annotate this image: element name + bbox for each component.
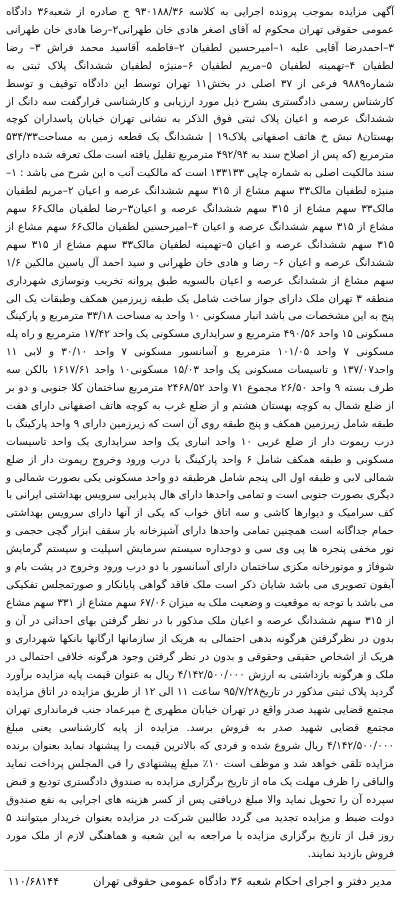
notice-body: آگهی مزایده بموجب پرونده اجرایی به کلاسه ۹۳۰۱۸۸/۳۶ ج صادره از شعبه۳۶ دادگاه عمومی حقوقی تهران محکوم له آقای اصغر هادی خان طهرانی۲–رضا هادی خان طهرانی ۳–احمدرضا آقایی علیه ۱–امیرحسین لطفیان ۲–فاطمه آقاسید محمد فراش ۳– رضا لطفیان ۴–تهمینه لطفیان ۵–مریم لطفیان ۶–منیژه لطفیان ششدانگ پلاک ثبتی به شماره۹۸۸۹ فرعی از ۳۷ اصلی در بخش۱۱ تهران توسط این دادگاه توقیف و توسط کارشناس رسمی دادگستری بشرح ذیل مورد ارزیابی و کارشناسی قرارگفت سه دانگ از ششدانگ عرصه و اعیان پلاک ثبتی فوق الذکر به نشانی تهران خیابان پاسداران کوچه بهستان۸ نبش خ هاتف اصفهانی پلاک۱۹ | ششدانگ یک قطعه زمین به مساحت۵۳۴/۳۳ مترمربع (که پس از اصلاح سند به ۴۹۲/۹۴ مترمربع تقلیل یافته است ملک تعرفه شده دارای سند مالکیت اصلی به شماره چاپی ۱۳۳۱۳۳ است که مالکیت آنب ه این شرح می باشد : ۱– منیژه لطفیان مالک۳۳ سهم مشاع از ۳۱۵ سهم ششدانگ عرصه و اعیان ۲–مریم لطفیان مالک۳۳ سهم مشاع از ۳۱۵ سهم ششدانگ عرصه و اعیان۳–رضا لطفیان مالک۶۶ سهم مشاع از ۳۱۵ سهم ششدانگ عرصه و اعیان ۴–امیرحسین لطفیان مالک۶۶ سهم مشاع از ۳۱۵ سهم ششدانگ عرصه و اعیان ۵–تهمینه لطفیان مالک۳۳ سهم مشاع از ۳۱۵ سهم ششدانگ عرصه و اعیان ۶– رضا و هادی خان طهرانی و سید احمد آل یاسین مالکین ۱/۶ سهم مشاع از ششدانگ عرصه و اعیان بالسویه طبق پروانه تخریب ونوسازی شهرداری منطقه ۳ تهران ملک دارای جواز ساخت شامل یک طبقه زیرزمین همکف وطبقات یک الی پنج به این مشخصات می باشد انبار مسکونی ۱۰ واحد به مساحت ۳۳/۱۸ مترمربع و پارکینگ مسکونی ۱۵ واحد ۴۹۰/۵۶ مترمربع و سرایداری مسکونی یک واحد ۱۷/۴۲ مترمربع و راه پله مسکونی ۷ واحد ۱۰۱/۰۵ مترمربع و آسانسور مسکونی ۷ واحد ۳۰/۱۰ و لابی ۱۱ واحد۱۳۷/۰۷ و تاسیسات مسکونی یک واحد ۱۵/۰۳ مسکونی۱۰ واحد ۱۶۱۷/۶۱ بالکن سه طرف بسته ۹ واحد ۲۶/۵۰ مجموع ۷۱ واحد ۲۴۶۸/۵۲ مترمربع ساختمان کلا جنوبی و دو بر از ضلع شمال به کوچه بهستان هشتم و از ضلع غرب به کوچه هاتف اصفهانی دارای هفت طبقه شامل زیرزمین همکف و پنج طبقه روی آن است که زیرزمین دارای ۹ واحد پارکینگ با درب ریموت دار از ضلع غربی ۱۰ واحد انباری یک واحد سرایداری یک واحد تاسیسات مسکونی و طبقه همکف شامل ۶ واحد پارکینگ با درب ورود وخروج ریموت دار از ضلع شمالی لابی و طبقه اول الی پنجم شامل هرطبقه دو واحد مسکونی یکی بصورت شمالی و دیگری بصورت جنوبی است و تمامی واحدها دارای هال پذیرایی سرویس بهداشتی ایرانی با کف سرامیک و دیوارها کاشی و سه اتاق خواب که یکی از آنها دارای سرویس بهداشتی حمام جداگانه است همچنین تمامی واحدها دارای آشپزخانه باز سقف ابزار گچی حجمی و نور مخفی پنجره ها پی وی سی و دوجداره سیستم سرمایش اسپلیت و سیستم گرمایش شوفاژ و موتورخانه مکزی ساختمان دارای آسانسور با دو درب ورود وخروج در پشت بام و آیفون تصویری می باشد شایان ذکر است ملک فاقد گواهی پایانکار و صورتمجلس تفکیکی می باشد با توجه به موقعیت و وضعیت ملک به میزان ۶۷/۰۶ سهم مشاع از ۳۳۱ سهم مشاع از ۳۱۵ سهم ششدانگ عرصه و اعیان ملک مذکور با در نظر گرفتن بهای احداثی در آن و بدون در نظرگرفتن هرگونه بدهی احتمالی به هریک از سازمانها ارگانها بانکها شهرداری و هریک از اشخاص حقیقی وحقوقی و بدون در نظر گرفتن وجود هرگونه خلافی احتمالی در ملک و هرگونه بازداشتی به ارزش ۴/۱۴۲/۵۰۰/۰۰۰ ریال به عنوان قیمت پایه مزایده برآورد گردید پلاک ثبتی مذکور در تاریخ۹۵/۷/۲۸ ساعت ۱۱ الی ۱۲ از طریق مزایده در اتاق مزایده مجتمع قضایی شهید صدر واقع در تهران خیابان مطهری خ میرعماد جنب فرمانداری تهران مجتمع قضایی شهید صدر به فروش برسد. مزایده از پایه کارشناسی یعنی مبلغ ۴/۱۴۲/۵۰۰/۰۰۰ ریال شروع شده و فردی که بالاترین قیمت را پیشنهاد نماید بعنوان برنده مزایده تلقی خواهد شد و موظف است ۱۰٪ مبلغ پیشنهادی را فی المجلس پرداخت نماید والباقی را ظرف مهلت یک ماه از تاریخ برگزاری مزایده به صندوق دادگستری تودیع و قبض سپرده آن را تحویل نماید والا مبلغ دریافتی پس از کسر هزینه های اجرایی به نفع صندوق دولت ضبط و مزایده تجدید می گردد طالبین شرکت در مزایده بعنوان خریدار میتوانند ۵ روز قبل از تاریخ برگزاری مزایده با مراجعه به این شعبه و هماهنگی لازم از ملک مورد فروش بازدید نمایند. — [6, 6, 395, 860]
auction-notice — [4, 4, 396, 893]
notice-footer — [4, 870, 396, 891]
notice-code: ۱۱۰/۶۸۱۴۴ — [8, 874, 59, 888]
notice-signature: مدیر دفتر و اجرای احکام شعبه ۳۶ دادگاه عمومی حقوقی تهران — [93, 874, 392, 888]
